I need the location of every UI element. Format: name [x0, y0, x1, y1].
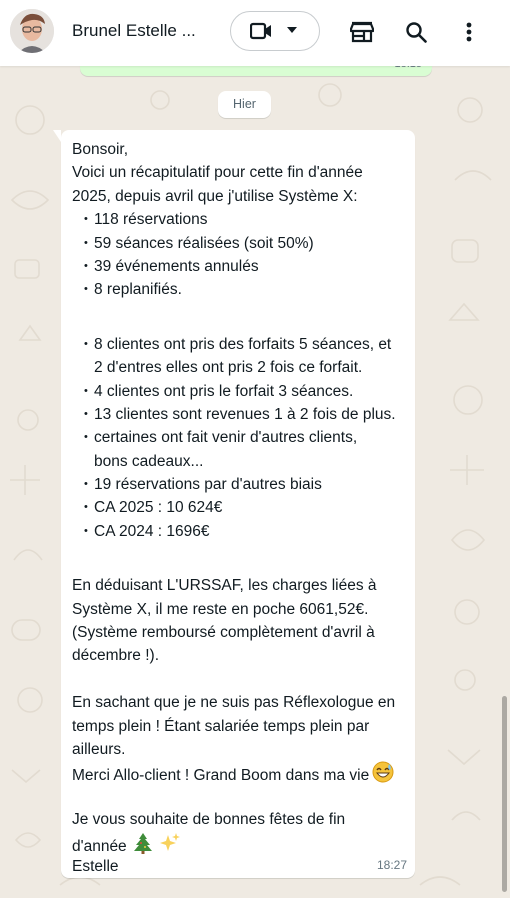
list-item: • 8 clientes ont pris des forfaits 5 séances, et: [72, 333, 412, 356]
list-item: • 118 réservations: [72, 208, 412, 231]
paragraph-line: ailleurs.: [72, 740, 126, 758]
list-item: • certaines ont fait venir d'autres clients,: [72, 426, 412, 449]
storefront-icon[interactable]: [350, 21, 374, 43]
paragraph-line: Je vous souhaite de bonnes fêtes de fin: [72, 811, 346, 829]
more-vertical-icon[interactable]: [466, 21, 472, 43]
contact-avatar[interactable]: [10, 9, 54, 53]
signature: Estelle: [72, 857, 119, 875]
list-item: • 19 réservations par d'autres biais: [72, 473, 412, 496]
paragraph-line: temps plein ! Étant salariée temps plein par: [72, 717, 370, 735]
list-item-continued: 2 d'entres elles ont pris 2 fois ce forfait.: [94, 359, 363, 377]
chat-header: [0, 0, 510, 66]
bullet: •: [84, 524, 88, 537]
intro-line: 2025, depuis avril que j'utilise Système X:: [72, 187, 358, 205]
grinning-sweat-emoji: [372, 761, 394, 783]
paragraph-line: En déduisant L'URSSAF, les charges liées à: [72, 577, 377, 595]
bullet: •: [84, 501, 88, 514]
list-item-continued: bons cadeaux...: [94, 452, 204, 470]
bullet: •: [84, 337, 88, 350]
christmas-tree-emoji: [133, 832, 153, 854]
date-separator: Hier: [218, 91, 271, 118]
list-item: • 59 séances réalisées (soit 50%): [72, 232, 412, 255]
bullet: •: [84, 478, 88, 491]
list-item: • 39 événements annulés: [72, 255, 412, 278]
bullet: •: [84, 213, 88, 226]
wishes-line: d'année: [72, 832, 412, 855]
list-item: • 4 clientes ont pris le forfait 3 séances.: [72, 380, 412, 403]
incoming-message-bubble[interactable]: [61, 130, 415, 878]
bullet: •: [84, 384, 88, 397]
list-item: • CA 2025 : 10 624€: [72, 496, 412, 519]
video-camera-icon: [250, 22, 272, 40]
intro-line: Voici un récapitulatif pour cette fin d'année: [72, 164, 363, 182]
thanks-line: Merci Allo-client ! Grand Boom dans ma vie: [72, 761, 412, 784]
paragraph-line: En sachant que je ne suis pas Réflexologue en: [72, 694, 396, 712]
chat-scrollbar[interactable]: [502, 696, 507, 892]
list-item: • 13 clientes sont revenues 1 à 2 fois de plus.: [72, 403, 412, 426]
message-time: 18:27: [376, 858, 407, 872]
paragraph-line: décembre !).: [72, 647, 160, 665]
bullet: •: [84, 259, 88, 272]
list-item: • CA 2024 : 1696€: [72, 520, 412, 543]
paragraph-line: (Système remboursé complètement d'avril à: [72, 624, 375, 642]
list-item: • 8 replanifiés.: [72, 278, 412, 301]
avatar-photo: [10, 9, 54, 53]
search-icon[interactable]: [405, 21, 427, 43]
sparkles-emoji: [159, 832, 181, 854]
bullet: •: [84, 236, 88, 249]
contact-name[interactable]: Brunel Estelle ...: [72, 21, 196, 40]
chevron-down-icon: [287, 26, 297, 34]
bullet: •: [84, 283, 88, 296]
video-call-button[interactable]: [230, 11, 320, 51]
message-text: [72, 138, 412, 878]
greeting: Bonsoir,: [72, 141, 129, 158]
paragraph-line: Système X, il me reste en poche 6061,52€.: [72, 600, 369, 618]
bullet: •: [84, 431, 88, 444]
bullet: •: [84, 407, 88, 420]
